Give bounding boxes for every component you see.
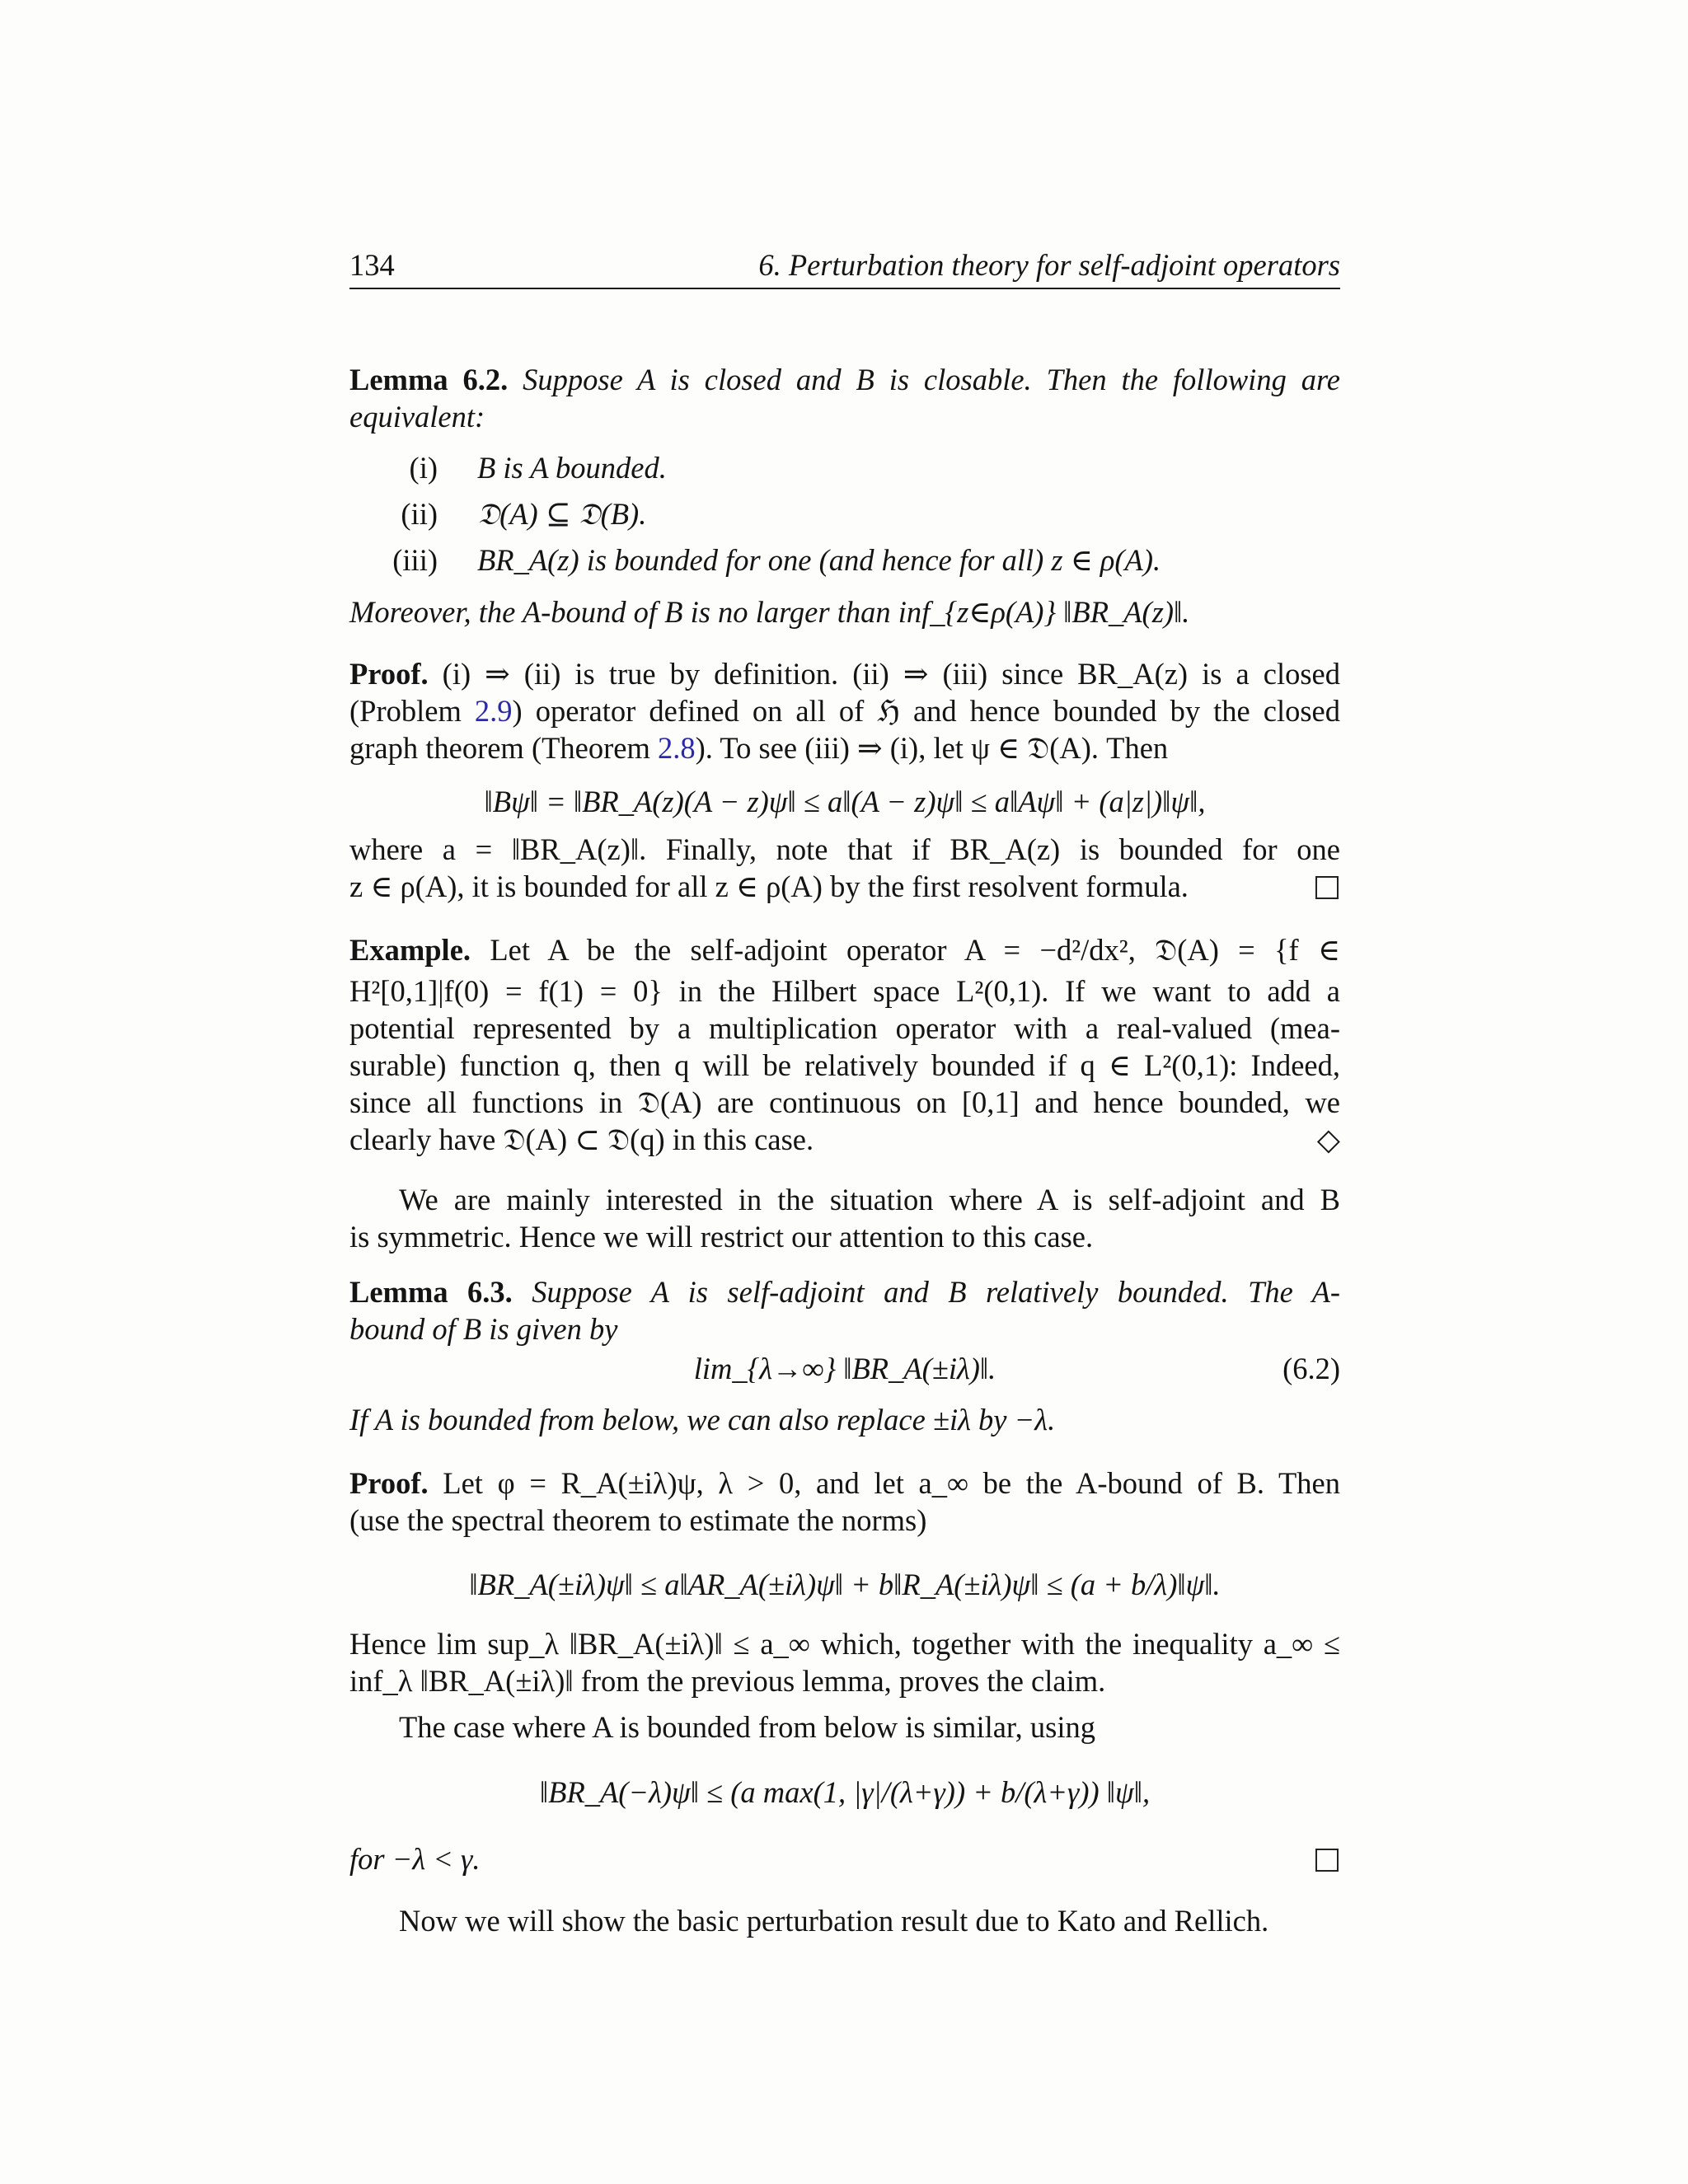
proof-6-3-line-3: Hence lim sup_λ ‖BR_A(±iλ)‖ ≤ a_∞ which, together with the inequality a_∞ ≤ xyxy=(349,1627,1340,1661)
closing-line-1: Now we will show the basic perturbation result due to Kato and Rellich. xyxy=(399,1904,1269,1938)
proof-6-2-line-4: where a = ‖BR_A(z)‖. Finally, note that if BR_A(z) is bounded for one xyxy=(349,832,1340,866)
proof-6-3-line-2: (use the spectral theorem to estimate the norms) xyxy=(349,1503,927,1537)
proof-6-3-line-5: The case where A is bounded from below is similar, using xyxy=(399,1710,1095,1744)
example-line-3: potential represented by a multiplication operator with a real-valued (mea- xyxy=(349,1011,1340,1045)
paragraph-1-line-2: is symmetric. Hence we will restrict our attention to this case. xyxy=(349,1220,1094,1254)
lemma-6-3-label: Lemma 6.3. xyxy=(349,1275,513,1309)
example-label: Example. xyxy=(349,933,471,967)
qed-square-icon xyxy=(1315,876,1339,899)
diamond-end-icon: ◇ xyxy=(1316,1122,1340,1156)
example-line-2: H²[0,1]|f(0) = f(1) = 0} in the Hilbert space L²(0,1). If we want to add a xyxy=(349,974,1340,1008)
example-line-6: clearly have 𝔇(A) ⊂ 𝔇(q) in this case. ◇ xyxy=(349,1122,1340,1156)
proof-6-2-line-3: graph theorem (Theorem 2.8). To see (iii) ⇒ (i), let ψ ∈ 𝔇(A). Then xyxy=(349,731,1169,765)
proof-6-3-line-6: for −λ < γ. xyxy=(349,1840,1340,1877)
page-number: 134 xyxy=(349,248,395,282)
equation-number: (6.2) xyxy=(1282,1352,1340,1385)
lemma-6-3-line-3: If A is bounded from below, we can also replace ±iλ by −λ. xyxy=(349,1403,1056,1436)
example-line-5: since all functions in 𝔇(A) are continuous on [0,1] and hence bounded, we xyxy=(349,1085,1340,1119)
proof-6-2-line-1: Proof. (i) ⇒ (ii) is true by definition. (ii) ⇒ (iii) since BR_A(z) is a closed xyxy=(349,657,1341,691)
lemma-6-2-label: Lemma 6.2. xyxy=(349,363,509,396)
list-item-number: (i) xyxy=(409,451,438,485)
lemma-6-2-line-2: equivalent: xyxy=(349,400,485,434)
list-item-number: (ii) xyxy=(401,497,438,531)
list-item-text: 𝔇(A) ⊆ 𝔇(B). xyxy=(477,497,647,531)
lemma-6-2-statement: Suppose A is closed and B is closable. Then the following are xyxy=(523,363,1341,396)
page-header xyxy=(349,243,1340,289)
list-item-number: (iii) xyxy=(392,543,438,577)
paragraph-1-line-1: We are mainly interested in the situation where A is self-adjoint and B xyxy=(399,1183,1340,1216)
example-line-1: Example. Let A be the self-adjoint operator A = −d²/dx², 𝔇(A) = {f ∈ xyxy=(349,933,1341,967)
proof-6-2-line-2: (Problem 2.9) operator defined on all of ℌ and hence bounded by the closed xyxy=(349,694,1340,728)
theorem-2-8-link[interactable]: 2.8 xyxy=(657,731,696,765)
lemma-6-3-line-2: bound of B is given by xyxy=(349,1312,618,1346)
list-item-text: BR_A(z) is bounded for one (and hence for all) z ∈ ρ(A). xyxy=(477,543,1161,577)
list-item-text: B is A bounded. xyxy=(477,451,667,485)
proof-label: Proof. xyxy=(349,1466,429,1500)
lemma-6-2-line-1 xyxy=(349,361,1340,398)
proof-6-3-line-1: Proof. Let φ = R_A(±iλ)ψ, λ > 0, and let a_∞ be the A-bound of B. Then xyxy=(349,1466,1340,1500)
example-line-4: surable) function q, then q will be relatively bounded if q ∈ L²(0,1): Indeed, xyxy=(349,1048,1340,1082)
proof-6-3-equation-1: ‖BR_A(±iλ)ψ‖ ≤ a‖AR_A(±iλ)ψ‖ + b‖R_A(±iλ)ψ‖ ≤ (a + b/λ)‖ψ‖. xyxy=(469,1568,1221,1601)
proof-6-3-equation-2: ‖BR_A(−λ)ψ‖ ≤ (a max(1, |γ|/(λ+γ)) + b/(λ+γ)) ‖ψ‖, xyxy=(539,1775,1151,1809)
proof-6-3-line-4: inf_λ ‖BR_A(±iλ)‖ from the previous lemma, proves the claim. xyxy=(349,1664,1106,1698)
proof-6-2-line-5: z ∈ ρ(A), it is bounded for all z ∈ ρ(A) by the first resolvent formula. xyxy=(349,868,1340,905)
lemma-6-3-equation: lim_{λ→∞} ‖BR_A(±iλ)‖. (6.2) xyxy=(693,1352,1340,1385)
lemma-6-2-moreover: Moreover, the A-bound of B is no larger than inf_{z∈ρ(A)} ‖BR_A(z)‖. xyxy=(349,595,1190,629)
problem-2-9-link[interactable]: 2.9 xyxy=(474,694,513,728)
proof-6-2-equation: ‖Bψ‖ = ‖BR_A(z)(A − z)ψ‖ ≤ a‖(A − z)ψ‖ ≤ a‖Aψ‖ + (a|z|)‖ψ‖, xyxy=(484,785,1206,818)
lemma-6-3-line-1: Lemma 6.3. Suppose A is self-adjoint and B relatively bounded. The A- xyxy=(349,1275,1341,1309)
proof-label: Proof. xyxy=(349,657,429,691)
qed-square-icon xyxy=(1315,1849,1339,1872)
running-head: 6. Perturbation theory for self-adjoint operators xyxy=(758,248,1340,282)
